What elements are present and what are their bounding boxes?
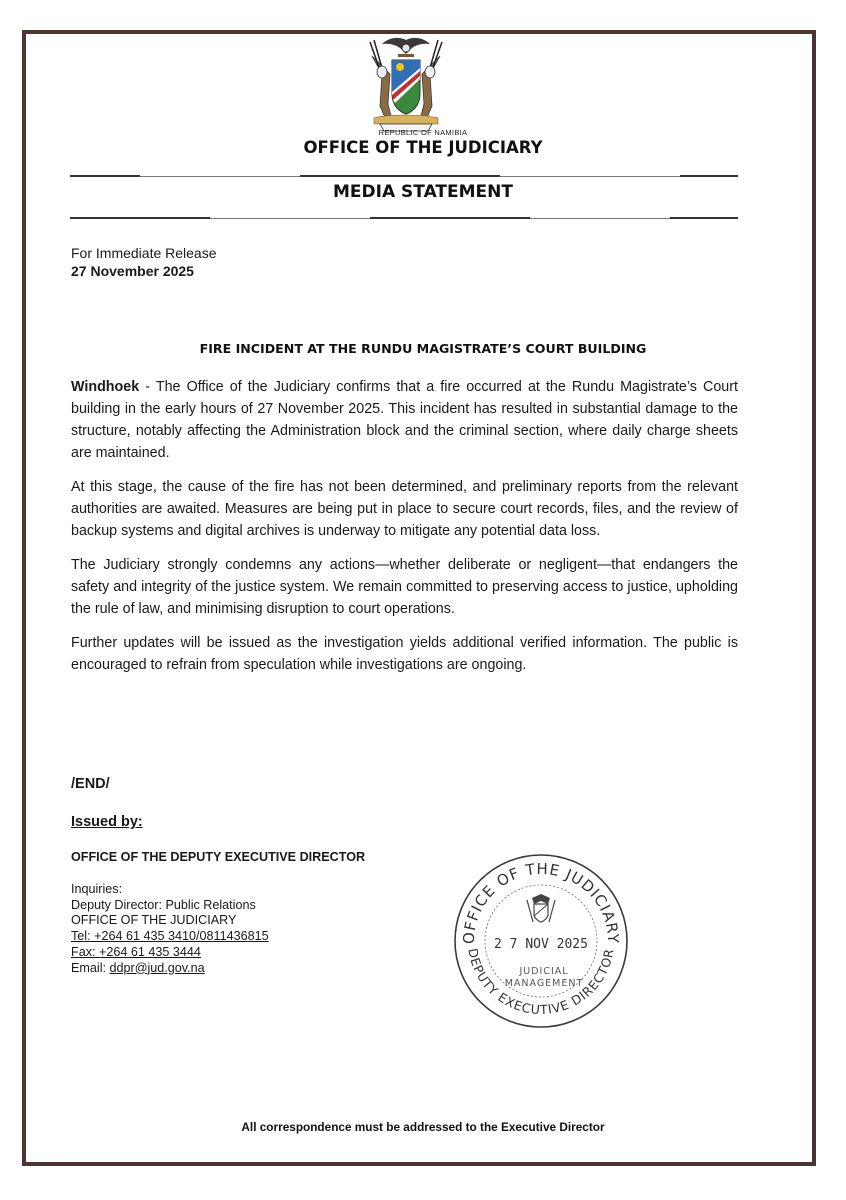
official-stamp [452, 852, 630, 1030]
paragraph-4: Further updates will be issued as the investigation yields additional verified information. The public is encouraged to refrain from speculation while investigations are ongoing. [71, 635, 738, 673]
end-marker: /END/ [71, 776, 110, 792]
statement-body [71, 376, 738, 688]
divider-top [70, 176, 738, 177]
republic-label: REPUBLIC OF NAMIBIA [378, 128, 468, 137]
footer-note: All correspondence must be addressed to the Executive Director [241, 1120, 605, 1134]
issued-by-label: Issued by: [71, 814, 143, 830]
inquiries-label: Inquiries: [71, 882, 123, 896]
fax-link[interactable]: Fax: +264 61 435 3444 [71, 944, 201, 959]
inquiries-office: OFFICE OF THE JUDICIARY [71, 913, 237, 928]
namibia-coat-of-arms-icon [358, 34, 454, 134]
stamp-crest-icon [527, 894, 555, 922]
paragraph-3: The Judiciary strongly condemns any actions—whether deliberate or negligent—that endangers the safety and integrity of the justice system. We remain committed to preserving access to justice, upholding the rule of law, and minimising disruption to court operations. [71, 557, 738, 617]
paragraph-1-text: - The Office of the Judiciary confirms that a fire occurred at the Rundu Magistrate’s Court building in the early hours of 27 November 2025. This incident has resulted in substantial damage to the structure, notably affecting the Administration block and the criminal section, where daily charge sheets are maintained. [71, 379, 738, 461]
issuing-office: OFFICE OF THE DEPUTY EXECUTIVE DIRECTOR [71, 850, 366, 864]
stamp-top-text: OFFICE OF THE JUDICIARY [459, 859, 623, 945]
release-label: For Immediate Release [71, 245, 217, 261]
document-type-title: MEDIA STATEMENT [333, 182, 513, 202]
release-block [71, 244, 217, 280]
office-title: OFFICE OF THE JUDICIARY [303, 138, 543, 157]
stamp-line-1: JUDICIAL [519, 966, 569, 977]
paragraph-2: At this stage, the cause of the fire has not been determined, and preliminary reports from the relevant authorities are awaited. Measures are being put in place to secure court records, files, and the review of backup systems and digital archives is underway to mitigate any potential data loss. [71, 479, 738, 539]
inquiries-block [71, 882, 269, 976]
tel-link[interactable]: Tel: +264 61 435 3410/0811436815 [71, 929, 269, 944]
stamp-bottom-text: DEPUTY EXECUTIVE DIRECTOR [465, 947, 617, 1018]
stamp-date: 2 7 NOV 2025 [494, 937, 588, 952]
email-label: Email: [71, 960, 110, 975]
inquiries-title: Deputy Director: Public Relations [71, 897, 256, 912]
stamp-line-2: MANAGEMENT [504, 978, 584, 989]
paragraph-1 [71, 376, 738, 464]
headline: FIRE INCIDENT AT THE RUNDU MAGISTRATE’S COURT BUILDING [199, 341, 647, 356]
email-link[interactable]: ddpr@jud.gov.na [109, 960, 205, 975]
divider-bottom [70, 218, 738, 219]
release-date: 27 November 2025 [71, 263, 194, 279]
dateline: Windhoek [71, 379, 140, 395]
